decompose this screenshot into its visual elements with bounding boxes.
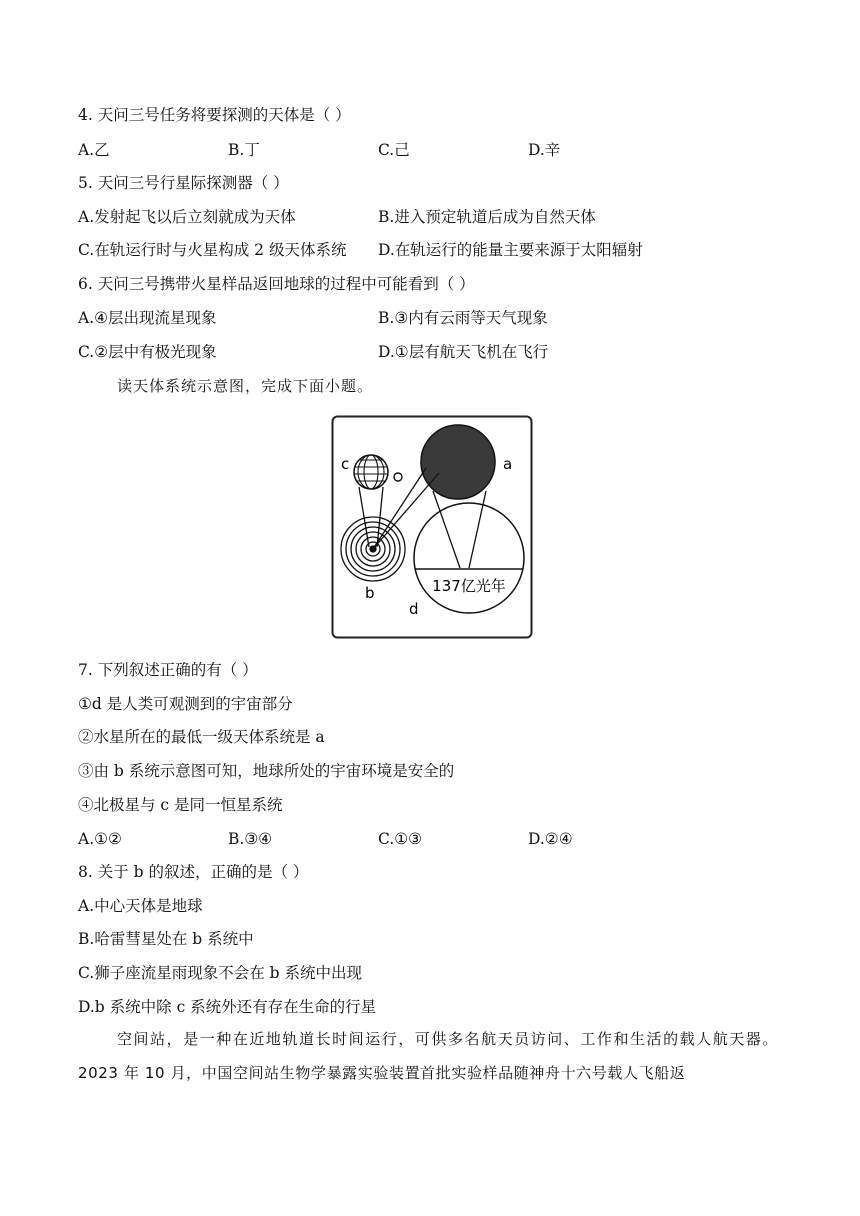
q8-option-c: C.狮子座流星雨现象不会在 b 系统中出现 xyxy=(78,964,363,982)
q7-option-c: C.①③ xyxy=(378,830,423,848)
q4-option-c: C.己 xyxy=(378,141,410,159)
q5-option-a: A.发射起飞以后立刻就成为天体 xyxy=(78,208,296,226)
q6-option-b: B.③内有云雨等天气现象 xyxy=(378,309,548,327)
q7-stem: 7. 下列叙述正确的有（ ） xyxy=(78,661,258,679)
q6-option-d: D.①层有航天飞机在飞行 xyxy=(378,343,549,361)
q5-option-c: C.在轨运行时与火星构成 2 级天体系统 xyxy=(78,241,347,259)
q5-stem: 5. 天问三号行星际探测器（ ） xyxy=(78,174,289,192)
q7-statement-1: ①d 是人类可观测到的宇宙部分 xyxy=(78,695,293,713)
galaxy-a-circle xyxy=(421,425,495,499)
q5-option-d: D.在轨运行的能量主要来源于太阳辐射 xyxy=(378,241,643,259)
q5-option-b: B.进入预定轨道后成为自然天体 xyxy=(378,208,596,226)
q7-statement-4: ④北极星与 c 是同一恒星系统 xyxy=(78,796,283,814)
figure-intro: 读天体系统示意图，完成下面小题。 xyxy=(117,377,374,395)
q7-option-b: B.③④ xyxy=(228,830,273,848)
universe-d-circle xyxy=(414,503,524,613)
q4-stem: 4. 天问三号任务将要探测的天体是（ ） xyxy=(78,106,351,124)
q7-option-d: D.②④ xyxy=(528,830,573,848)
label-c: c xyxy=(341,455,350,473)
q6-option-a: A.④层出现流星现象 xyxy=(78,309,217,327)
label-b: b xyxy=(365,584,375,602)
q8-option-a: A.中心天体是地球 xyxy=(78,897,203,915)
q4-option-d: D.辛 xyxy=(528,141,561,159)
q8-stem: 8. 关于 b 的叙述，正确的是（ ） xyxy=(78,863,309,881)
moon-circle xyxy=(394,473,402,481)
space-station-passage: 空间站，是一种在近地轨道长时间运行，可供多名航天员访问、工作和生活的载人航天器。2023 年 10 月，中国空间站生物学暴露实验装置首批实验样品随神舟十六号载人飞船返 xyxy=(78,1030,778,1082)
q4-option-b: B.丁 xyxy=(228,141,260,159)
label-d: d xyxy=(409,600,419,618)
celestial-system-diagram xyxy=(331,415,533,639)
q6-stem: 6. 天问三号携带火星样品返回地球的过程中可能看到（ ） xyxy=(78,275,475,293)
q7-option-a: A.①② xyxy=(78,830,122,848)
q6-option-c: C.②层中有极光现象 xyxy=(78,343,217,361)
q4-option-a: A.乙 xyxy=(78,141,110,159)
q7-statement-3: ③由 b 系统示意图可知，地球所处的宇宙环境是安全的 xyxy=(78,762,455,780)
scale-137-billion-ly: 137亿光年 xyxy=(432,577,506,595)
label-a: a xyxy=(503,455,513,473)
q8-option-d: D.b 系统中除 c 系统外还有存在生命的行星 xyxy=(78,998,377,1016)
earth-c-globe xyxy=(351,455,391,489)
q8-option-b: B.哈雷彗星处在 b 系统中 xyxy=(78,930,254,948)
q7-statement-2: ②水星所在的最低一级天体系统是 a xyxy=(78,728,325,746)
